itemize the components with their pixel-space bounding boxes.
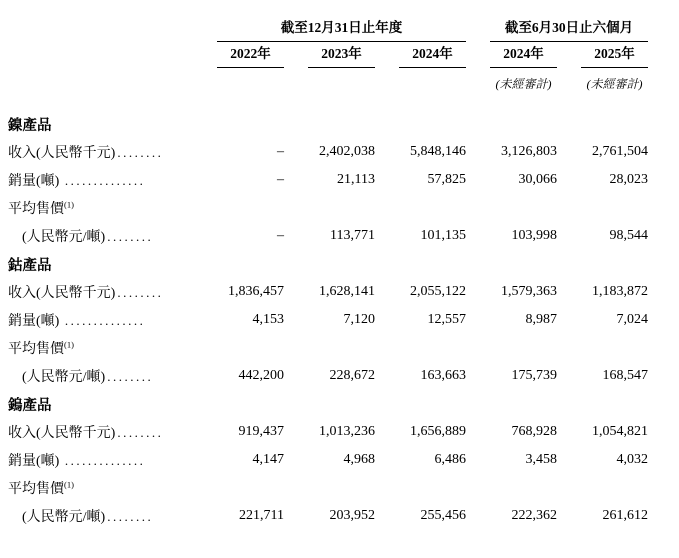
value-cell: 4,032 <box>616 452 648 467</box>
value-cell: 442,200 <box>238 368 284 383</box>
value-cell: 1,628,141 <box>319 284 375 299</box>
note-cell <box>193 68 284 94</box>
unaudited-note: (未經審計) <box>495 77 552 91</box>
value-cell: 1,579,363 <box>501 284 557 299</box>
row-label: 收入(人民幣千元) <box>8 426 116 441</box>
row-label: 平均售價 <box>8 482 64 497</box>
value-cell: 98,544 <box>609 228 648 243</box>
dot-leader: ........ <box>117 425 164 440</box>
row-label-cell <box>8 138 193 166</box>
value-cell: 101,135 <box>420 228 466 243</box>
row-label: (人民幣元/噸) <box>22 230 106 245</box>
row-label: 收入(人民幣千元) <box>8 146 116 161</box>
row-label-cell <box>8 474 193 502</box>
value-cell <box>375 474 466 502</box>
notes-row <box>8 68 648 94</box>
footnote-ref: (1) <box>64 199 74 210</box>
data-row <box>8 222 648 250</box>
row-label-cell <box>8 278 193 306</box>
value-cell: 7,120 <box>343 312 375 327</box>
data-row <box>8 362 648 390</box>
section-header-row <box>8 250 648 278</box>
row-label-cell <box>8 362 193 390</box>
dot-leader: .............. <box>64 453 146 468</box>
value-cell: 1,836,457 <box>228 284 284 299</box>
row-label: 銷量(噸) <box>8 454 63 469</box>
row-label-cell <box>8 446 193 474</box>
value-cell: – <box>277 144 284 159</box>
value-cell: 4,153 <box>252 312 284 327</box>
section-header-row <box>8 110 648 138</box>
row-label-cell <box>8 306 193 334</box>
row-label: 平均售價 <box>8 342 64 357</box>
row-label-cell <box>8 166 193 194</box>
group-title: 截至6月30日止六個月 <box>490 16 648 42</box>
note-cell <box>284 68 375 94</box>
value-cell: 168,547 <box>602 368 648 383</box>
value-cell: 1,183,872 <box>592 284 648 299</box>
value-cell: 12,557 <box>427 312 466 327</box>
value-cell: 3,126,803 <box>501 144 557 159</box>
unaudited-note: (未經審計) <box>586 77 643 91</box>
year-label: 2023年 <box>308 42 375 68</box>
dot-leader: ........ <box>117 285 164 300</box>
section-header-row <box>8 390 648 418</box>
value-cell: 163,663 <box>420 368 466 383</box>
row-label-cell <box>8 334 193 362</box>
value-cell: – <box>277 172 284 187</box>
dot-leader: ........ <box>107 369 154 384</box>
value-cell: – <box>277 228 284 243</box>
value-cell: 1,054,821 <box>592 424 648 439</box>
year-header-row <box>8 42 648 68</box>
value-cell: 255,456 <box>420 508 466 523</box>
data-row <box>8 278 648 306</box>
value-cell: 768,928 <box>511 424 557 439</box>
value-cell: 57,825 <box>427 172 466 187</box>
footnote-ref: (1) <box>64 339 74 350</box>
value-cell <box>284 474 375 502</box>
data-row <box>8 194 648 222</box>
year-label: 2022年 <box>217 42 284 68</box>
value-cell: 28,023 <box>609 172 648 187</box>
data-row <box>8 166 648 194</box>
value-cell <box>284 194 375 222</box>
value-cell: 21,113 <box>337 172 375 187</box>
year-header-cell <box>466 42 557 68</box>
value-cell: 2,761,504 <box>592 144 648 159</box>
value-cell: 203,952 <box>329 508 375 523</box>
year-header-cell <box>375 42 466 68</box>
data-row <box>8 446 648 474</box>
note-cell <box>375 68 466 94</box>
value-cell <box>375 194 466 222</box>
group-header-cell <box>466 16 648 42</box>
value-cell <box>284 334 375 362</box>
data-row <box>8 418 648 446</box>
data-row <box>8 138 648 166</box>
table-body <box>8 94 648 530</box>
row-label: 銷量(噸) <box>8 174 63 189</box>
value-cell <box>557 334 648 362</box>
section-title: 鎢產品 <box>8 397 52 414</box>
year-header-cell <box>284 42 375 68</box>
value-cell <box>557 474 648 502</box>
document-page <box>0 16 679 558</box>
dot-leader: ........ <box>107 509 154 524</box>
value-cell: 113,771 <box>330 228 375 243</box>
value-cell: 103,998 <box>511 228 557 243</box>
value-cell: 1,656,889 <box>410 424 466 439</box>
value-cell <box>193 194 284 222</box>
note-cell <box>466 68 557 94</box>
dot-leader: ........ <box>117 145 164 160</box>
year-label: 2024年 <box>490 42 557 68</box>
row-label: (人民幣元/噸) <box>22 510 106 525</box>
value-cell: 5,848,146 <box>410 144 466 159</box>
row-label-cell <box>8 502 193 530</box>
value-cell: 30,066 <box>518 172 557 187</box>
value-cell: 3,458 <box>525 452 557 467</box>
dot-leader: .............. <box>64 173 146 188</box>
value-cell: 8,987 <box>525 312 557 327</box>
value-cell <box>466 474 557 502</box>
row-label: (人民幣元/噸) <box>22 370 106 385</box>
row-label-cell <box>8 194 193 222</box>
value-cell: 228,672 <box>329 368 375 383</box>
value-cell: 175,739 <box>511 368 557 383</box>
data-row <box>8 334 648 362</box>
dot-leader: .............. <box>64 313 146 328</box>
row-label: 平均售價 <box>8 202 64 217</box>
corner-cell <box>8 42 193 68</box>
value-cell <box>557 194 648 222</box>
year-label: 2024年 <box>399 42 466 68</box>
value-cell: 4,147 <box>252 452 284 467</box>
value-cell: 261,612 <box>602 508 648 523</box>
row-label: 銷量(噸) <box>8 314 63 329</box>
value-cell <box>466 194 557 222</box>
value-cell: 919,437 <box>238 424 284 439</box>
value-cell: 2,402,038 <box>319 144 375 159</box>
value-cell: 1,013,236 <box>319 424 375 439</box>
year-header-cell <box>193 42 284 68</box>
financial-table <box>8 16 648 530</box>
section-title: 鎳產品 <box>8 117 52 134</box>
row-label-cell <box>8 222 193 250</box>
data-row <box>8 474 648 502</box>
spacer-row <box>8 94 648 110</box>
value-cell: 4,968 <box>343 452 375 467</box>
year-label: 2025年 <box>581 42 648 68</box>
corner-cell <box>8 16 193 42</box>
value-cell <box>193 474 284 502</box>
row-label-cell <box>8 418 193 446</box>
dot-leader: ........ <box>107 229 154 244</box>
data-row <box>8 306 648 334</box>
group-header-row <box>8 16 648 42</box>
footnote-ref: (1) <box>64 479 74 490</box>
value-cell <box>375 334 466 362</box>
group-title: 截至12月31日止年度 <box>217 16 466 42</box>
year-header-cell <box>557 42 648 68</box>
value-cell <box>466 334 557 362</box>
value-cell: 222,362 <box>511 508 557 523</box>
value-cell: 2,055,122 <box>410 284 466 299</box>
value-cell: 6,486 <box>434 452 466 467</box>
data-row <box>8 502 648 530</box>
note-cell <box>557 68 648 94</box>
spacer-cell <box>8 94 648 110</box>
value-cell: 221,711 <box>239 508 284 523</box>
row-label: 收入(人民幣千元) <box>8 286 116 301</box>
corner-cell <box>8 68 193 94</box>
value-cell <box>193 334 284 362</box>
value-cell: 7,024 <box>616 312 648 327</box>
table-head <box>8 16 648 94</box>
section-title: 鈷產品 <box>8 257 52 274</box>
group-header-cell <box>193 16 466 42</box>
